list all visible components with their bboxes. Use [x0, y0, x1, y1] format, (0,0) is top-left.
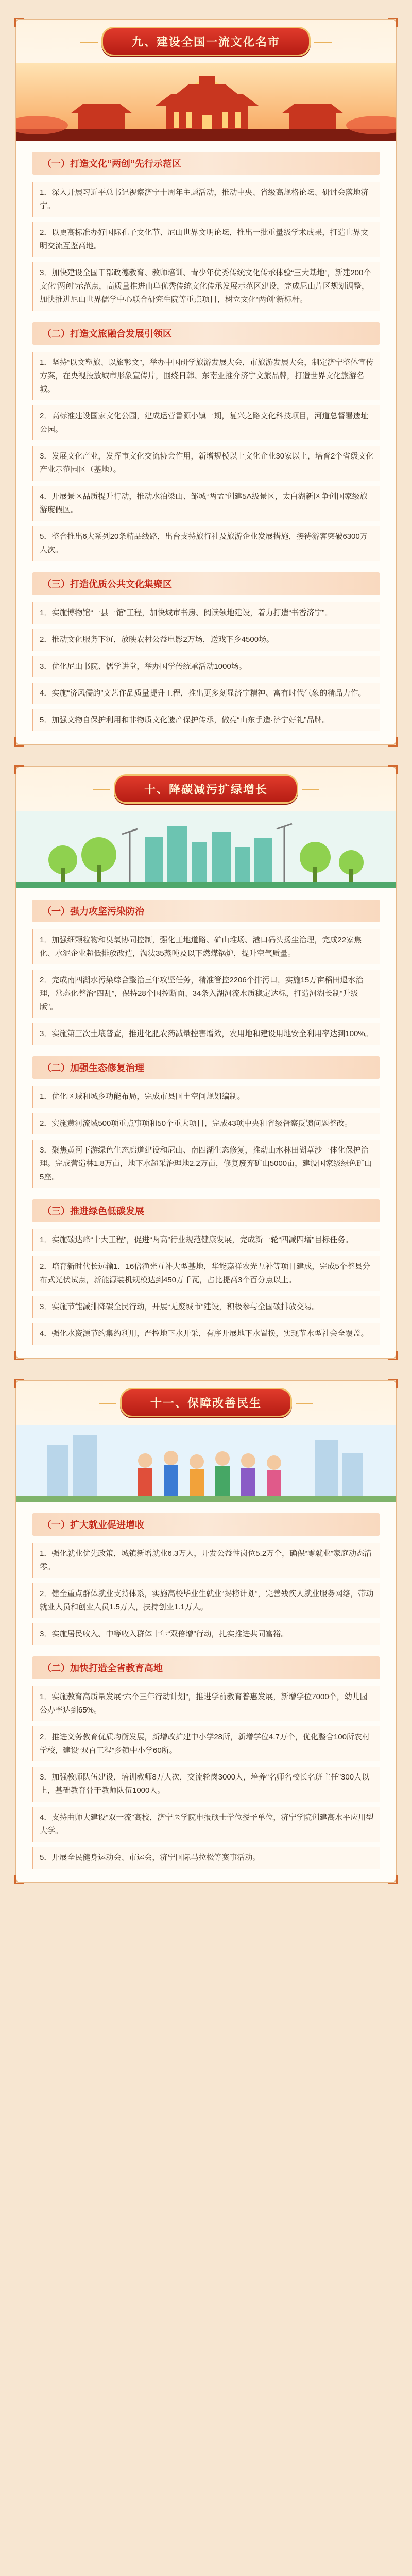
paragraph: 3．实施居民收入、中等收入群体十年“双倍增”行动，扎实推进共同富裕。 — [32, 1623, 380, 1645]
section-header — [16, 767, 396, 888]
paragraph: 1．实施碳达峰“十大工程”，促进“两高”行业规范健康发展，完成新一轮“四减四增”目标任务。 — [32, 1229, 380, 1251]
section-header — [16, 20, 396, 141]
paragraph: 1．实施教育高质量发展“六个三年行动计划”，推进学前教育普惠发展，新增学位7000个，幼儿园公办率达到65%。 — [32, 1686, 380, 1721]
paragraph: 1．深入开展习近平总书记视察济宁十周年主题活动，推动中央、省级高规格论坛、研讨会落地济宁。 — [32, 182, 380, 217]
paragraph: 1．强化就业优先政策，城镇新增就业6.3万人，开发公益性岗位5.2万个，确保“零就业”家庭动态清零。 — [32, 1543, 380, 1578]
people-banner-illustration — [16, 1425, 396, 1502]
paragraph: 2．完成南四湖水污染综合整治三年攻坚任务，精准管控2206个排污口，实施15万亩稻田退水治理，常态化整治“四乱”，保持28个国控断面、34条入湖河流水质稳定达标，打造河湖长制“升级版”。 — [32, 970, 380, 1018]
paragraph: 2．高标准建设国家文化公园，建成运营鲁源小镇一期，复兴之路文化科技项目，河道总督署遗址公园。 — [32, 405, 380, 440]
paragraph: 2．以更高标准办好国际孔子文化节、尼山世界文明论坛，推出一批重量级学术成果，打造世界文明交流互鉴高地。 — [32, 222, 380, 257]
subsection-header: （三）打造优质公共文化集聚区 — [32, 572, 380, 595]
paragraph: 3．实施第三次土壤普查，推进化肥农药减量控害增效，农用地和建设用地安全利用率达到100%。 — [32, 1023, 380, 1045]
subsection-header: （二）打造文旅融合发展引领区 — [32, 322, 380, 345]
paragraph: 3．优化尼山书院、儒学讲堂，举办国学传统承活动1000场。 — [32, 656, 380, 677]
paragraph: 1．优化区域和城乡功能布局，完成市县国土空间规划编制。 — [32, 1086, 380, 1108]
pavilion-skyline-icon — [16, 63, 396, 141]
paragraph: 4．支持曲师大建设“双一流”高校，济宁医学院申报硕士学位授予单位，济宁学院创建高水平应用型大学。 — [32, 1807, 380, 1842]
paragraph: 2．推进义务教育优质均衡发展，新增改扩建中小学28所，新增学位4.7万个，优化整合100所农村学校，建设“双百工程”乡镇中小学60所。 — [32, 1726, 380, 1761]
paragraph: 3．聚焦黄河下游绿色生态廊道建设和尼山、南四湖生态修复，推动山水林田湖草沙一体化保护治理。完成营造林1.8万亩，地下水超采治理地2.2万亩，修复废弃矿山5000亩，建设国家级绿色矿山5座。 — [32, 1140, 380, 1188]
paragraph: 4．实施“济风儒韵”文艺作品质量提升工程，推出更多刻显济宁精神、富有时代气象的精品力作。 — [32, 683, 380, 704]
paragraph: 3．加强教师队伍建设，培训教师8万人次，交流轮岗3000人，培养“名师名校长名班主任”300人以上，基础教育骨干教师队伍1000人。 — [32, 1767, 380, 1802]
culture-banner-illustration — [16, 63, 396, 141]
section-title: 九、建设全国一流文化名市 — [101, 27, 311, 56]
subsection-header: （一）打造文化“两创”先行示范区 — [32, 152, 380, 175]
subsection-header: （二）加快打造全省教育高地 — [32, 1656, 380, 1679]
green-city-icon — [16, 811, 396, 888]
section-panel-9 — [15, 19, 397, 745]
green-city-banner-illustration — [16, 811, 396, 888]
subsection-header: （一）强力攻坚污染防治 — [32, 900, 380, 922]
section-header — [16, 1381, 396, 1502]
paragraph: 4．开展景区品质提升行动，推动水泊梁山、邹城“两孟”创建5A级景区，太白湖新区争创国家级旅游度假区。 — [32, 486, 380, 521]
section-panel-11 — [15, 1380, 397, 1883]
section-title: 十一、保障改善民生 — [120, 1388, 292, 1417]
residents-city-icon — [16, 1425, 396, 1502]
paragraph: 2．实施黄河流域500项重点事项和50个重大项目，完成43项中央和省级督察反馈问题整改。 — [32, 1113, 380, 1134]
section-panel-10 — [15, 766, 397, 1359]
paragraph: 5．加强文物自保护利用和非物质文化遗产保护传承，做亮“山东手造·济宁好礼”品牌。 — [32, 709, 380, 731]
paragraph: 5．开展全民健身运动会、市运会，济宁国际马拉松等赛事活动。 — [32, 1847, 380, 1869]
paragraph: 1．加强细颗粒物和臭氧协同控制，强化工地道路、矿山堆场、港口码头扬尘治理，完成22家焦化、水泥企业超低排放改造，淘汰35蒸吨及以下燃煤锅炉，提升空气质量。 — [32, 929, 380, 964]
paragraph: 1．实施博物馆“一县一馆”工程，加快城市书房、阅读领地建设，着力打造“书香济宁”。 — [32, 602, 380, 624]
paragraph: 4．强化水资源节约集约利用，严控地下水开采，有序开展地下水置换，实现节水型社会全覆盖。 — [32, 1323, 380, 1345]
paragraph: 2．推动文化服务下沉，放映农村公益电影2万场，送戏下乡4500场。 — [32, 629, 380, 651]
section-title: 十、降碳减污扩绿增长 — [114, 774, 298, 804]
subsection-header: （二）加强生态修复治理 — [32, 1056, 380, 1079]
paragraph: 5．整合推出6大系列20条精品线路，出台支持旅行社及旅游企业发展措施，接待游客突破6300万人次。 — [32, 526, 380, 561]
paragraph: 3．发展文化产业，发挥市文化交流协会作用，新增规模以上文化企业30家以上，培育2个省级文化产业示范园区（基地）。 — [32, 446, 380, 481]
subsection-header: （一）扩大就业促进增收 — [32, 1513, 380, 1536]
paragraph: 2．培育新时代长远输1．16倍渔光互补大型基地，华能嘉祥农光互补等项目建成，完成5个整县分布式光伏试点，新能源装机规模达到450万千瓦，占比提高3个百分点以上。 — [32, 1256, 380, 1291]
subsection-header: （三）推进绿色低碳发展 — [32, 1199, 380, 1222]
paragraph: 3．加快建设全国干部政德教育、教师培训、青少年优秀传统文化传承体验“三大基地”，新建200个文化“两创”示范点，高质量推进曲阜优秀传统文化传承发展示范区建设，完成尼山片区规划调整，加快推进尼山世界儒学中心联合研究生院等重点项目，树立文化“两创”新标杆。 — [32, 262, 380, 311]
paragraph: 2．健全重点群体就业支持体系，实施高校毕业生就业“揭榜计划”，完善残疾人就业服务网络，带动就业人员和创业人员1.5万人，扶持创业1.1万人。 — [32, 1583, 380, 1618]
paragraph: 1．坚持“以文塑旅、以旅彰文”，举办中国研学旅游发展大会，市旅游发展大会，制定济宁整体宣传方案，在央视投放城市形象宣传片，围绕日韩、东南亚推介济宁文旅品牌，打造世界文化旅游名城。 — [32, 352, 380, 400]
paragraph: 3．实施节能减排降碳全民行动，开展“无废城市”建设，积极参与全国碳排放交易。 — [32, 1296, 380, 1318]
